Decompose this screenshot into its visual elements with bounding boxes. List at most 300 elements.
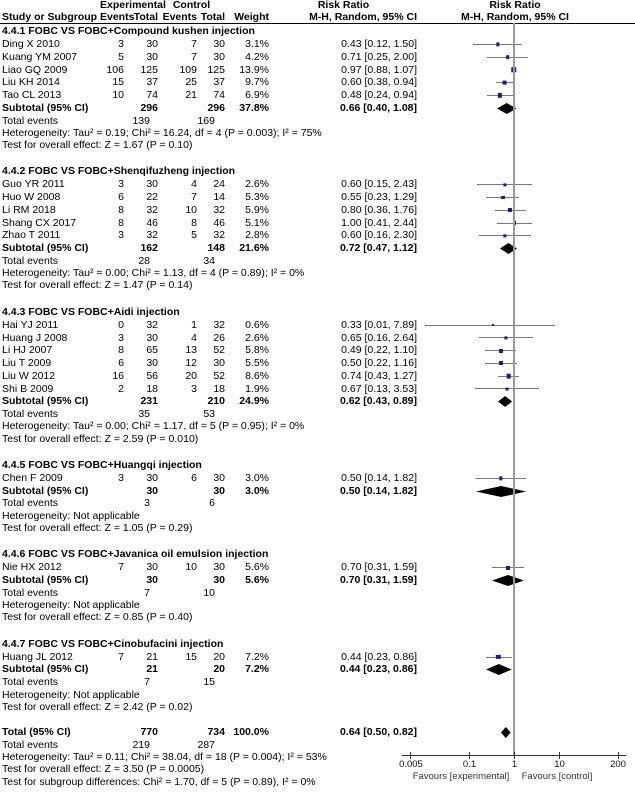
header-column-row	[0, 12, 635, 24]
plot-cell	[418, 191, 635, 204]
events-experimental: 10	[112, 89, 124, 101]
overall-effect-text: Test for overall effect: Z = 2.42 (P = 0.02)	[2, 700, 193, 713]
overall-effect-row	[0, 701, 635, 713]
study-row	[0, 472, 635, 485]
weight-value: 5.1%	[245, 216, 269, 229]
subgroup-title-row	[0, 637, 635, 651]
ci-text: 0.44 [0.23, 0.86]	[341, 650, 417, 663]
heterogeneity-row	[0, 267, 635, 279]
events-control: 10	[185, 561, 197, 574]
ci-text: 0.48 [0.24, 0.94]	[341, 89, 417, 101]
total-experimental: 30	[146, 471, 158, 484]
plot-cell	[418, 217, 635, 230]
events-experimental: 2	[118, 382, 124, 395]
column-header-total-experimental: Total	[133, 10, 158, 23]
events-control: 8	[191, 216, 197, 229]
study-name: Nie HX 2012	[2, 561, 62, 574]
study-name: Tao CL 2013	[2, 89, 62, 101]
subgroup-title-row	[0, 24, 635, 38]
events-experimental: 8	[118, 203, 124, 216]
point-marker	[496, 43, 499, 46]
plot-cell	[418, 51, 635, 64]
column-header-risk-ratio-text: Risk Ratio	[317, 0, 370, 11]
weight-value: 7.2%	[245, 650, 269, 663]
heterogeneity-text: Heterogeneity: Tau² = 0.19; Chi² = 16.24, df = 4 (P = 0.003); I² = 75%	[2, 126, 322, 139]
study-name: Chen F 2009	[2, 471, 63, 484]
subgroup-title: 4.4.5 FOBC VS FOBC+Huangqi injection	[2, 458, 202, 471]
subgroup-title: 4.4.6 FOBC VS FOBC+Javanica oil emulsion injection	[2, 548, 269, 561]
heterogeneity-text: Heterogeneity: Not applicable	[2, 509, 140, 522]
plot-cell	[418, 370, 635, 383]
heterogeneity-text: Heterogeneity: Not applicable	[2, 599, 140, 612]
plot-cell	[418, 332, 635, 345]
total-events-label: Total events	[2, 586, 59, 599]
total-experimental: 30	[146, 357, 158, 370]
total-events-label: Total events	[2, 497, 59, 510]
total-events-control: 287	[197, 738, 215, 751]
point-marker	[499, 361, 503, 365]
events-control	[158, 102, 197, 115]
weight-value: 7.2%	[245, 663, 269, 676]
diamond-marker	[498, 396, 512, 407]
point-marker	[506, 374, 511, 379]
ci-text: 0.33 [0.01, 7.89]	[341, 318, 417, 331]
study-name: Liu T 2009	[2, 357, 52, 370]
study-row	[0, 357, 635, 370]
column-header-study: Study or Subgroup	[2, 10, 98, 23]
total-events-label: Total events	[2, 676, 59, 689]
weight-value: 1.9%	[245, 382, 269, 395]
ci-text: 0.60 [0.15, 2.43]	[341, 178, 417, 191]
point-marker	[501, 196, 505, 200]
study-row	[0, 229, 635, 242]
heterogeneity-text: Heterogeneity: Tau² = 0.11; Chi² = 38.04, df = 18 (P = 0.004); I² = 53%	[2, 751, 327, 764]
point-marker	[499, 349, 503, 353]
heterogeneity-row	[0, 751, 635, 763]
subgroup-differences-row	[0, 776, 635, 788]
events-control: 7	[191, 50, 197, 63]
pooled-label: Subtotal (95% CI)	[2, 663, 89, 676]
total-control: 14	[213, 191, 225, 204]
study-name: Shang CX 2017	[2, 216, 77, 229]
total-control: 20	[213, 663, 225, 676]
subgroup-title-row	[0, 547, 635, 561]
events-control	[158, 574, 197, 587]
study-name: Huo W 2008	[2, 191, 61, 204]
subgroup-title-row	[0, 164, 635, 178]
plot-header-cell	[418, 12, 635, 24]
events-experimental	[100, 485, 127, 498]
total-events-label: Total events	[2, 254, 59, 267]
plot-cell	[418, 64, 635, 77]
total-experimental: 30	[146, 484, 158, 497]
total-events-row	[0, 739, 635, 751]
ci-text: 0.70 [0.31, 1.59]	[341, 561, 417, 574]
ci-text: 0.43 [0.12, 1.50]	[341, 38, 417, 50]
plot-cell	[418, 89, 635, 102]
total-experimental: 65	[146, 344, 158, 357]
total-experimental: 74	[146, 89, 158, 101]
overall-effect-text: Test for overall effect: Z = 2.59 (P = 0.010)	[2, 432, 199, 445]
pooled-label: Subtotal (95% CI)	[2, 484, 89, 497]
point-marker	[504, 336, 507, 339]
total-events-control: 34	[203, 254, 215, 267]
point-marker	[498, 93, 502, 97]
forest-plot-body	[0, 24, 635, 788]
total-experimental: 30	[146, 561, 158, 574]
events-experimental	[100, 574, 127, 587]
plot-cell	[418, 242, 635, 255]
total-experimental: 231	[140, 395, 158, 408]
column-header-total-control: Total	[200, 10, 225, 23]
plot-header-cell	[418, 0, 635, 12]
events-control: 6	[191, 471, 197, 484]
total-control: 30	[213, 574, 225, 587]
weight-value: 0.6%	[245, 318, 269, 331]
total-events-row	[0, 408, 635, 420]
total-experimental: 22	[146, 191, 158, 204]
total-events-label: Total events	[2, 114, 59, 127]
total-experimental: 30	[146, 50, 158, 63]
point-marker	[503, 234, 506, 237]
overall-effect-row	[0, 139, 635, 151]
study-row	[0, 76, 635, 89]
study-row	[0, 217, 635, 230]
ci-text: 0.97 [0.88, 1.07]	[341, 63, 417, 76]
point-marker	[502, 80, 507, 85]
events-experimental: 7	[118, 650, 124, 663]
events-control: 12	[185, 357, 197, 370]
total-events-experimental: 139	[132, 114, 150, 127]
subgroup-title-row	[0, 305, 635, 319]
events-control	[158, 395, 197, 408]
column-group-experimental: Experimental	[100, 0, 166, 11]
total-control: 30	[213, 38, 225, 50]
total-experimental: 32	[146, 203, 158, 216]
total-experimental: 46	[146, 216, 158, 229]
ci-text: 0.74 [0.43, 1.27]	[341, 369, 417, 382]
events-experimental: 106	[106, 63, 124, 76]
total-control: 32	[213, 203, 225, 216]
total-control: 30	[213, 484, 225, 497]
study-name: Guo YR 2011	[2, 178, 65, 191]
subgroup-section	[0, 637, 635, 713]
plot-cell	[418, 561, 635, 574]
study-name: Hai YJ 2011	[2, 318, 59, 331]
weight-value: 3.1%	[245, 38, 269, 50]
subgroup-title: 4.4.2 FOBC VS FOBC+Shenqifuzheng injection	[2, 165, 236, 178]
events-control: 4	[191, 178, 197, 191]
events-control: 20	[185, 369, 197, 382]
events-experimental	[100, 726, 127, 739]
header-spacer	[225, 0, 270, 12]
subgroup-section	[0, 547, 635, 623]
x-axis-tick-label: 0.1	[462, 759, 477, 770]
overall-effect-text: Test for overall effect: Z = 1.05 (P = 0.29)	[2, 522, 193, 535]
column-header-risk-ratio-plot: Risk Ratio	[489, 0, 541, 11]
weight-value: 2.6%	[245, 178, 269, 191]
subgroup-title: 4.4.3 FOBC VS FOBC+Aidi injection	[2, 305, 180, 318]
heterogeneity-row	[0, 127, 635, 139]
pooled-label: Subtotal (95% CI)	[2, 574, 89, 587]
total-events-row	[0, 676, 635, 688]
diamond-marker	[501, 727, 511, 738]
events-control: 5	[191, 229, 197, 242]
column-group-control: Control	[172, 0, 211, 11]
total-events-experimental: 7	[144, 676, 150, 689]
weight-value: 5.8%	[245, 344, 269, 357]
total-control: 148	[207, 242, 225, 255]
overall-effect-text: Test for overall effect: Z = 1.67 (P = 0.10)	[2, 139, 193, 152]
study-name: Li RM 2018	[2, 203, 56, 216]
events-experimental: 6	[118, 191, 124, 204]
weight-value: 5.5%	[245, 357, 269, 370]
total-events-experimental: 28	[138, 254, 150, 267]
events-control: 1	[191, 318, 197, 331]
diamond-marker	[500, 243, 517, 254]
diamond-marker	[476, 486, 526, 497]
plot-cell	[418, 726, 635, 739]
overall-effect-row	[0, 763, 635, 775]
events-experimental	[100, 242, 127, 255]
weight-value: 2.6%	[245, 331, 269, 344]
total-control: 30	[213, 357, 225, 370]
diamond-marker	[497, 103, 516, 114]
ci-text: 0.50 [0.22, 1.16]	[341, 357, 417, 370]
weight-value: 2.8%	[245, 229, 269, 242]
overall-effect-text: Test for overall effect: Z = 0.85 (P = 0.40)	[2, 611, 193, 624]
ci-text: 0.50 [0.14, 1.82]	[339, 484, 417, 497]
total-control: 37	[213, 76, 225, 89]
events-experimental: 0	[118, 318, 124, 331]
point-marker	[513, 221, 517, 225]
plot-cell	[418, 178, 635, 191]
total-experimental: 30	[146, 574, 158, 587]
total-experimental: 21	[146, 663, 158, 676]
subtotal-row	[0, 574, 635, 587]
heterogeneity-text: Heterogeneity: Not applicable	[2, 688, 140, 701]
x-axis-tick-label: 1	[511, 759, 518, 770]
subgroup-title-row	[0, 458, 635, 472]
point-marker	[506, 566, 510, 570]
diamond-marker	[492, 575, 524, 586]
subtotal-row	[0, 102, 635, 115]
events-experimental: 16	[112, 369, 124, 382]
events-control: 25	[185, 76, 197, 89]
total-control: 24	[213, 178, 225, 191]
events-control: 7	[191, 38, 197, 50]
total-experimental: 32	[146, 318, 158, 331]
total-events-control: 169	[197, 114, 215, 127]
plot-cell	[418, 472, 635, 485]
column-header-weight: Weight	[234, 10, 269, 23]
total-experimental: 32	[146, 229, 158, 242]
study-row	[0, 651, 635, 664]
total-control: 74	[213, 89, 225, 101]
overall-effect-row	[0, 433, 635, 445]
point-marker	[506, 55, 510, 59]
diamond-marker	[486, 664, 512, 675]
total-experimental: 18	[146, 382, 158, 395]
total-events-row	[0, 587, 635, 599]
header-group-row	[0, 0, 635, 12]
events-control	[158, 242, 197, 255]
heterogeneity-row	[0, 510, 635, 522]
study-row	[0, 178, 635, 191]
total-events-control: 15	[203, 676, 215, 689]
ci-text: 1.00 [0.41, 2.44]	[341, 216, 417, 229]
total-control: 30	[213, 471, 225, 484]
total-experimental: 56	[146, 369, 158, 382]
study-name: Ding X 2010	[2, 38, 60, 50]
total-control: 18	[213, 382, 225, 395]
plot-cell	[418, 76, 635, 89]
total-control: 52	[213, 369, 225, 382]
plot-cell	[418, 357, 635, 370]
weight-value: 5.6%	[245, 561, 269, 574]
weight-value: 3.0%	[245, 471, 269, 484]
events-experimental: 15	[112, 76, 124, 89]
total-events-control: 10	[203, 586, 215, 599]
subgroup-differences-text: Test for subgroup differences: Chi² = 1.70, df = 5 (P = 0.89), I² = 0%	[2, 775, 316, 788]
events-experimental	[100, 395, 127, 408]
total-experimental: 21	[146, 650, 158, 663]
events-control: 21	[185, 89, 197, 101]
total-events-label: Total events	[2, 738, 59, 751]
plot-cell	[418, 319, 635, 332]
point-marker	[503, 183, 506, 186]
study-row	[0, 561, 635, 574]
total-experimental: 37	[146, 76, 158, 89]
events-control: 3	[191, 382, 197, 395]
plot-cell	[418, 38, 635, 51]
subgroup-section	[0, 305, 635, 445]
events-experimental	[100, 663, 127, 676]
total-events-experimental: 219	[132, 738, 150, 751]
ci-line	[425, 325, 555, 326]
study-name: Liu KH 2014	[2, 76, 60, 89]
column-header-mh-random-text: M-H, Random, 95% CI	[309, 10, 417, 23]
ci-text: 0.70 [0.31, 1.59]	[339, 574, 417, 587]
events-control	[158, 485, 197, 498]
subtotal-row	[0, 242, 635, 255]
ci-text: 0.65 [0.16, 2.64]	[341, 331, 417, 344]
total-control: 734	[207, 726, 225, 739]
plot-cell	[418, 663, 635, 676]
total-events-row	[0, 115, 635, 127]
events-control: 4	[191, 331, 197, 344]
events-experimental: 3	[118, 178, 124, 191]
study-row	[0, 51, 635, 64]
study-row	[0, 344, 635, 357]
weight-value: 37.8%	[239, 101, 269, 114]
favours-control-label: Favours [control]	[521, 771, 593, 782]
total-events-experimental: 7	[144, 586, 150, 599]
heterogeneity-row	[0, 420, 635, 432]
heterogeneity-text: Heterogeneity: Tau² = 0.00; Chi² = 1.17, df = 5 (P = 0.95); I² = 0%	[2, 420, 305, 433]
ci-text: 0.60 [0.38, 0.94]	[341, 76, 417, 89]
events-experimental: 3	[118, 38, 124, 50]
x-axis-tick-label: 200	[610, 759, 626, 770]
total-events-label: Total events	[2, 408, 59, 421]
total-control: 52	[213, 344, 225, 357]
subtotal-row	[0, 663, 635, 676]
events-experimental: 3	[118, 229, 124, 242]
ci-text: 0.55 [0.23, 1.29]	[341, 191, 417, 204]
events-experimental	[100, 102, 127, 115]
events-experimental: 8	[118, 216, 124, 229]
overall-effect-row	[0, 522, 635, 534]
overall-effect-text: Test for overall effect: Z = 1.47 (P = 0.14)	[2, 279, 193, 292]
total-experimental: 162	[140, 242, 158, 255]
events-experimental: 3	[118, 331, 124, 344]
plot-cell	[418, 344, 635, 357]
total-control: 30	[213, 50, 225, 63]
total-control: 125	[207, 63, 225, 76]
overall-effect-row	[0, 611, 635, 623]
total-experimental: 770	[140, 726, 158, 739]
total-section	[0, 726, 635, 788]
total-events-row	[0, 255, 635, 267]
events-experimental: 5	[118, 50, 124, 63]
pooled-label: Subtotal (95% CI)	[2, 242, 89, 255]
total-experimental: 125	[140, 63, 158, 76]
ci-text: 0.44 [0.23, 0.86]	[339, 663, 417, 676]
plot-cell	[418, 383, 635, 396]
study-row	[0, 191, 635, 204]
ci-text: 0.62 [0.43, 0.89]	[339, 395, 417, 408]
study-name: Liu W 2012	[2, 369, 56, 382]
events-control	[158, 726, 197, 739]
events-experimental: 6	[118, 357, 124, 370]
study-row	[0, 370, 635, 383]
point-marker	[505, 387, 508, 390]
weight-value: 5.3%	[245, 191, 269, 204]
study-row	[0, 38, 635, 51]
weight-value: 5.9%	[245, 203, 269, 216]
study-name: Shi B 2009	[2, 382, 54, 395]
total-experimental: 296	[140, 101, 158, 114]
total-events-experimental: 3	[144, 497, 150, 510]
favours-experimental-label: Favours [experimental]	[412, 771, 510, 782]
subgroup-section	[0, 458, 635, 534]
pooled-label: Subtotal (95% CI)	[2, 101, 89, 114]
events-control: 10	[185, 203, 197, 216]
subtotal-row	[0, 395, 635, 408]
total-control: 32	[213, 318, 225, 331]
column-header-events-control: Events	[162, 10, 197, 23]
overall-effect-text: Test for overall effect: Z = 3.50 (P = 0.0005)	[2, 763, 205, 776]
study-name: Huang J 2008	[2, 331, 68, 344]
study-row	[0, 64, 635, 77]
total-experimental: 30	[146, 38, 158, 50]
study-name: Liao GQ 2009	[2, 63, 68, 76]
ci-text: 0.66 [0.40, 1.08]	[339, 101, 417, 114]
weight-value: 8.6%	[245, 369, 269, 382]
study-row	[0, 89, 635, 102]
events-experimental: 3	[118, 471, 124, 484]
total-events-experimental: 35	[138, 408, 150, 421]
subgroup-title: 4.4.7 FOBC VS FOBC+Cinobufacini injection	[2, 637, 224, 650]
plot-cell	[418, 229, 635, 242]
total-events-control: 6	[209, 497, 215, 510]
column-header-events-experimental: Events	[100, 10, 135, 23]
weight-value: 13.9%	[239, 63, 269, 76]
total-control: 210	[207, 395, 225, 408]
pooled-label: Subtotal (95% CI)	[2, 395, 89, 408]
events-control: 15	[185, 650, 197, 663]
study-name: Li HJ 2007	[2, 344, 53, 357]
